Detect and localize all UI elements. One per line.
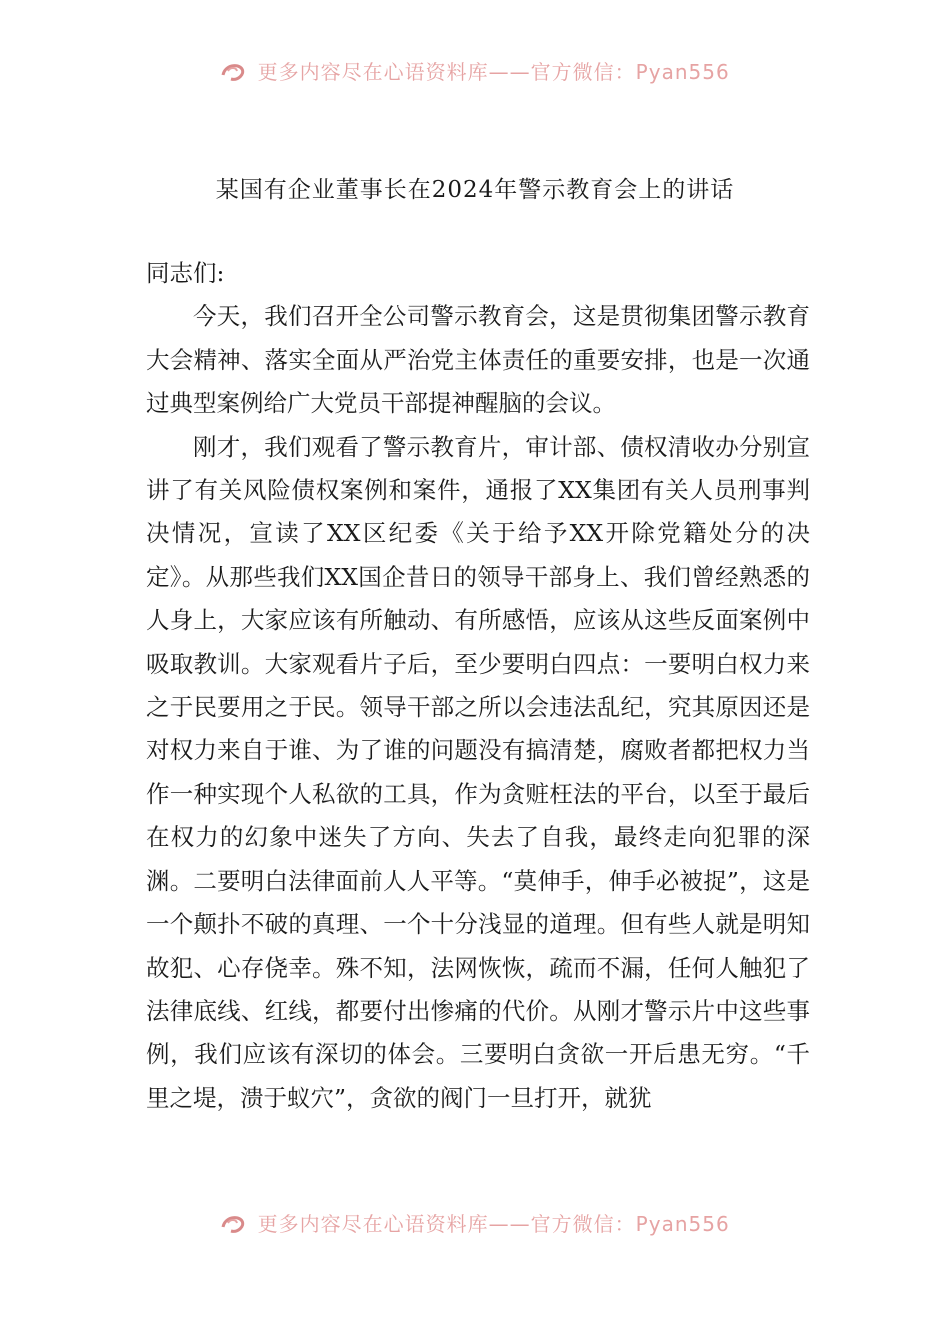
paragraph: 今天，我们召开全公司警示教育会，这是贯彻集团警示教育大会精神、落实全面从严治党主体责任的重要安排，也是一次通过典型案例给广大党员干部提神醒脑的会议。 [146, 302, 810, 418]
watermark-text: 更多内容尽在心语资料库——官方微信：Pyan556 [257, 1211, 730, 1236]
watermark-logo-icon [220, 1213, 246, 1235]
watermark-text: 更多内容尽在心语资料库——官方微信：Pyan556 [257, 59, 730, 84]
paragraph: 刚才，我们观看了警示教育片，审计部、债权清收办分别宣讲了有关风险债权案例和案件，通报了XX集团有关人员刑事判决情况，宣读了XX区纪委《关于给予XX开除党籍处分的决定》。从那些我们XX国企昔日的领导干部身上、我们曾经熟悉的人身上，大家应该有所触动、有所感悟，应该从这些反面案例中吸取教训。大家观看片子后，至少要明白四点：一要明白权力来之于民要用之于民。领导干部之所以会违法乱纪，究其原因还是对权力来自于谁、为了谁的问题没有搞清楚，腐败者都把权力当作一种实现个人私欲的工具，作为贪赃枉法的平台，以至于最后在权力的幻象中迷失了方向、失去了自我，最终走向犯罪的深渊。二要明白法律面前人人平等。“莫伸手，伸手必被捉”，这是一个颠扑不破的真理、一个十分浅显的道理。但有些人就是明知故犯、心存侥幸。殊不知，法网恢恢，疏而不漏，任何人触犯了法律底线、红线，都要付出惨痛的代价。从刚才警示片中这些事例，我们应该有深切的体会。三要明白贪欲一开后患无穷。“千里之堤，溃于蚁穴”，贪欲的阀门一旦打开，就犹 [146, 432, 810, 1112]
document-title: 某国有企业董事长在2024年警示教育会上的讲话 [215, 177, 735, 203]
watermark-logo-icon [220, 61, 246, 83]
watermark-footer [0, 1208, 950, 1236]
watermark-header [0, 56, 950, 84]
document-body [146, 252, 810, 1120]
greeting: 同志们: [146, 259, 225, 287]
